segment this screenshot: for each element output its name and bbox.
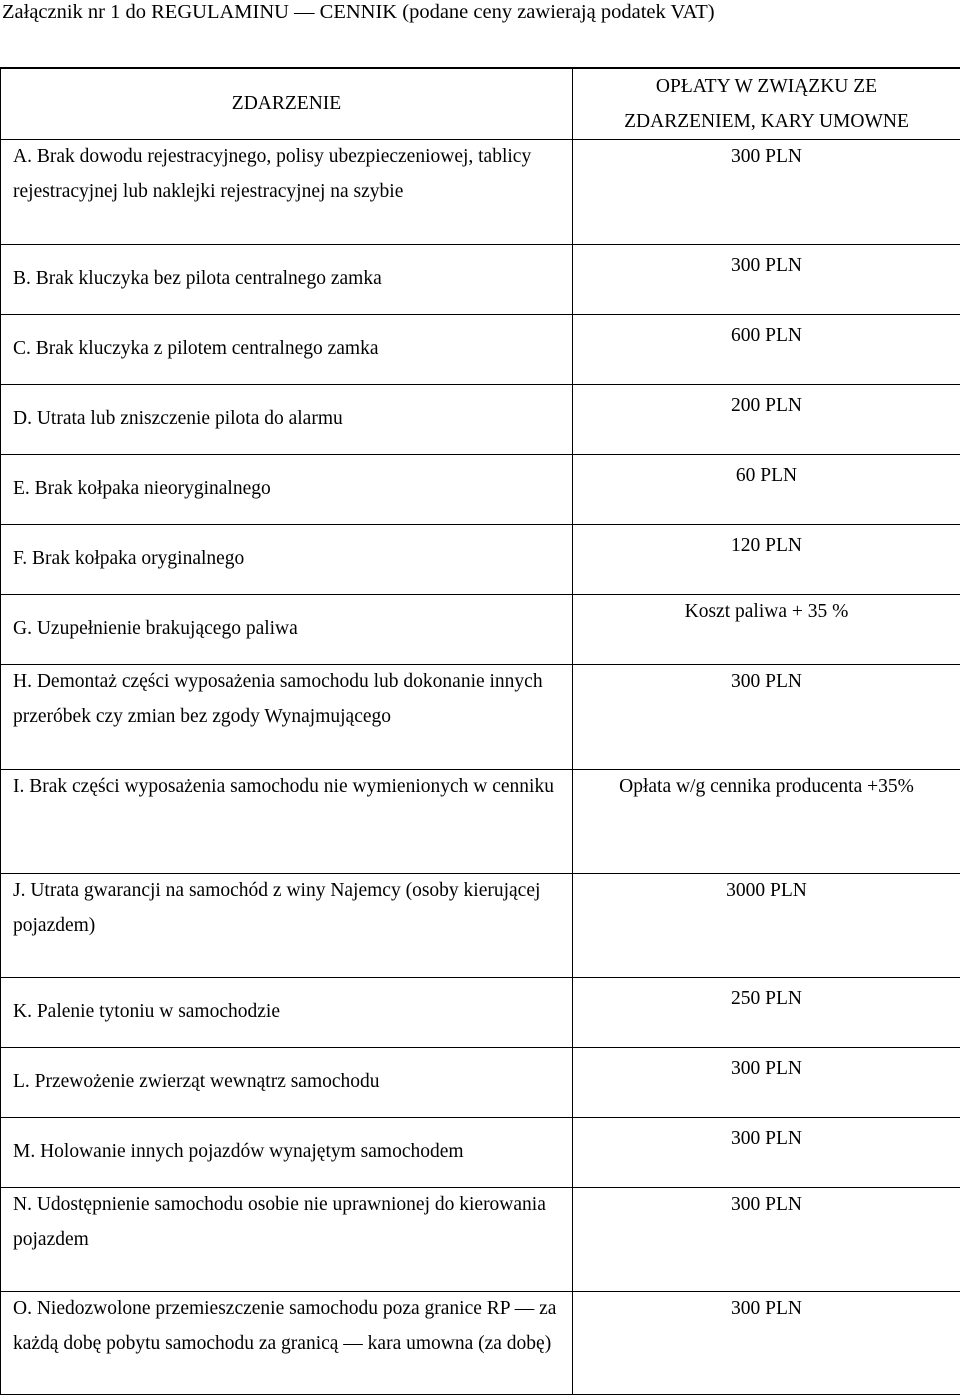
table-row: [1, 1292, 960, 1395]
table-row: [1, 315, 960, 385]
fee-text: 300 PLN: [573, 1188, 960, 1223]
fee-cell: [573, 525, 960, 595]
fee-text: 300 PLN: [573, 1118, 960, 1157]
fee-text: 300 PLN: [573, 1048, 960, 1087]
event-text: B. Brak kluczyka bez pilota centralnego zamka: [13, 245, 564, 297]
fee-text: 300 PLN: [573, 665, 960, 700]
fee-text: 300 PLN: [573, 1292, 960, 1327]
event-text: J. Utrata gwarancji na samochód z winy Najemcy (osoby kierującej pojazdem): [13, 874, 564, 943]
fee-cell: [573, 770, 960, 874]
event-text: G. Uzupełnienie brakującego paliwa: [13, 595, 564, 647]
fee-cell: [573, 1118, 960, 1188]
fee-text: 3000 PLN: [573, 874, 960, 909]
event-cell: [1, 140, 573, 245]
event-cell: [1, 595, 573, 665]
table-row: [1, 665, 960, 770]
event-text: L. Przewożenie zwierząt wewnątrz samochodu: [13, 1048, 564, 1100]
event-text: F. Brak kołpaka oryginalnego: [13, 525, 564, 577]
fee-text: 300 PLN: [573, 140, 960, 175]
event-cell: [1, 1292, 573, 1395]
table-row: [1, 1048, 960, 1118]
table-row: [1, 874, 960, 978]
event-text: M. Holowanie innych pojazdów wynajętym samochodem: [13, 1118, 564, 1170]
fee-cell: [573, 455, 960, 525]
fee-cell: [573, 595, 960, 665]
event-cell: [1, 1118, 573, 1188]
event-cell: [1, 1048, 573, 1118]
event-cell: [1, 455, 573, 525]
fee-cell: [573, 245, 960, 315]
fee-text: 600 PLN: [573, 315, 960, 354]
event-text: H. Demontaż części wyposażenia samochodu lub dokonanie innych przeróbek czy zmian bez zgody Wynajmującego: [13, 665, 564, 734]
event-cell: [1, 525, 573, 595]
event-cell: [1, 245, 573, 315]
fee-cell: [573, 385, 960, 455]
table-row: [1, 385, 960, 455]
header-fees: [573, 68, 960, 140]
table-row: [1, 1188, 960, 1292]
event-cell: [1, 770, 573, 874]
table-row: [1, 525, 960, 595]
fee-cell: [573, 1048, 960, 1118]
event-cell: [1, 385, 573, 455]
table-row: [1, 245, 960, 315]
fee-text: 200 PLN: [573, 385, 960, 424]
table-header-row: [1, 68, 960, 140]
fee-cell: [573, 978, 960, 1048]
fee-text: Opłata w/g cennika producenta +35%: [573, 770, 960, 805]
event-cell: [1, 315, 573, 385]
event-cell: [1, 874, 573, 978]
header-fees-line2: ZDARZENIEM, KARY UMOWNE: [573, 105, 960, 140]
table-row: [1, 978, 960, 1048]
event-text: N. Udostępnienie samochodu osobie nie uprawnionej do kierowania pojazdem: [13, 1188, 564, 1257]
fee-cell: [573, 315, 960, 385]
fee-cell: [573, 874, 960, 978]
event-text: A. Brak dowodu rejestracyjnego, polisy ubezpieczeniowej, tablicy rejestracyjnej lub naklejki rejestracyjnej na szybie: [13, 140, 564, 209]
fee-cell: [573, 1292, 960, 1395]
header-fees-line1: OPŁATY W ZWIĄZKU ZE: [573, 70, 960, 105]
table-row: [1, 770, 960, 874]
table-row: [1, 140, 960, 245]
event-cell: [1, 978, 573, 1048]
header-event-label: ZDARZENIE: [232, 93, 341, 114]
table-row: [1, 455, 960, 525]
fee-text: 60 PLN: [573, 455, 960, 494]
fee-text: 250 PLN: [573, 978, 960, 1017]
fee-text: 300 PLN: [573, 245, 960, 284]
table-row: [1, 595, 960, 665]
fee-table: [0, 67, 960, 1395]
event-text: O. Niedozwolone przemieszczenie samochodu poza granice RP — za każdą dobę pobytu samochodu za granicą — kara umowna (za dobę): [13, 1292, 564, 1361]
event-text: E. Brak kołpaka nieoryginalnego: [13, 455, 564, 507]
fee-text: Koszt paliwa + 35 %: [573, 595, 960, 630]
fee-cell: [573, 1188, 960, 1292]
header-event: [1, 68, 573, 140]
fee-cell: [573, 665, 960, 770]
fee-text: 120 PLN: [573, 525, 960, 564]
fee-cell: [573, 140, 960, 245]
document-title: Załącznik nr 1 do REGULAMINU — CENNIK (podane ceny zawierają podatek VAT): [2, 0, 715, 26]
event-cell: [1, 665, 573, 770]
event-text: C. Brak kluczyka z pilotem centralnego zamka: [13, 315, 564, 367]
table-row: [1, 1118, 960, 1188]
event-cell: [1, 1188, 573, 1292]
event-text: D. Utrata lub zniszczenie pilota do alarmu: [13, 385, 564, 437]
event-text: I. Brak części wyposażenia samochodu nie wymienionych w cenniku: [13, 770, 564, 805]
event-text: K. Palenie tytoniu w samochodzie: [13, 978, 564, 1030]
